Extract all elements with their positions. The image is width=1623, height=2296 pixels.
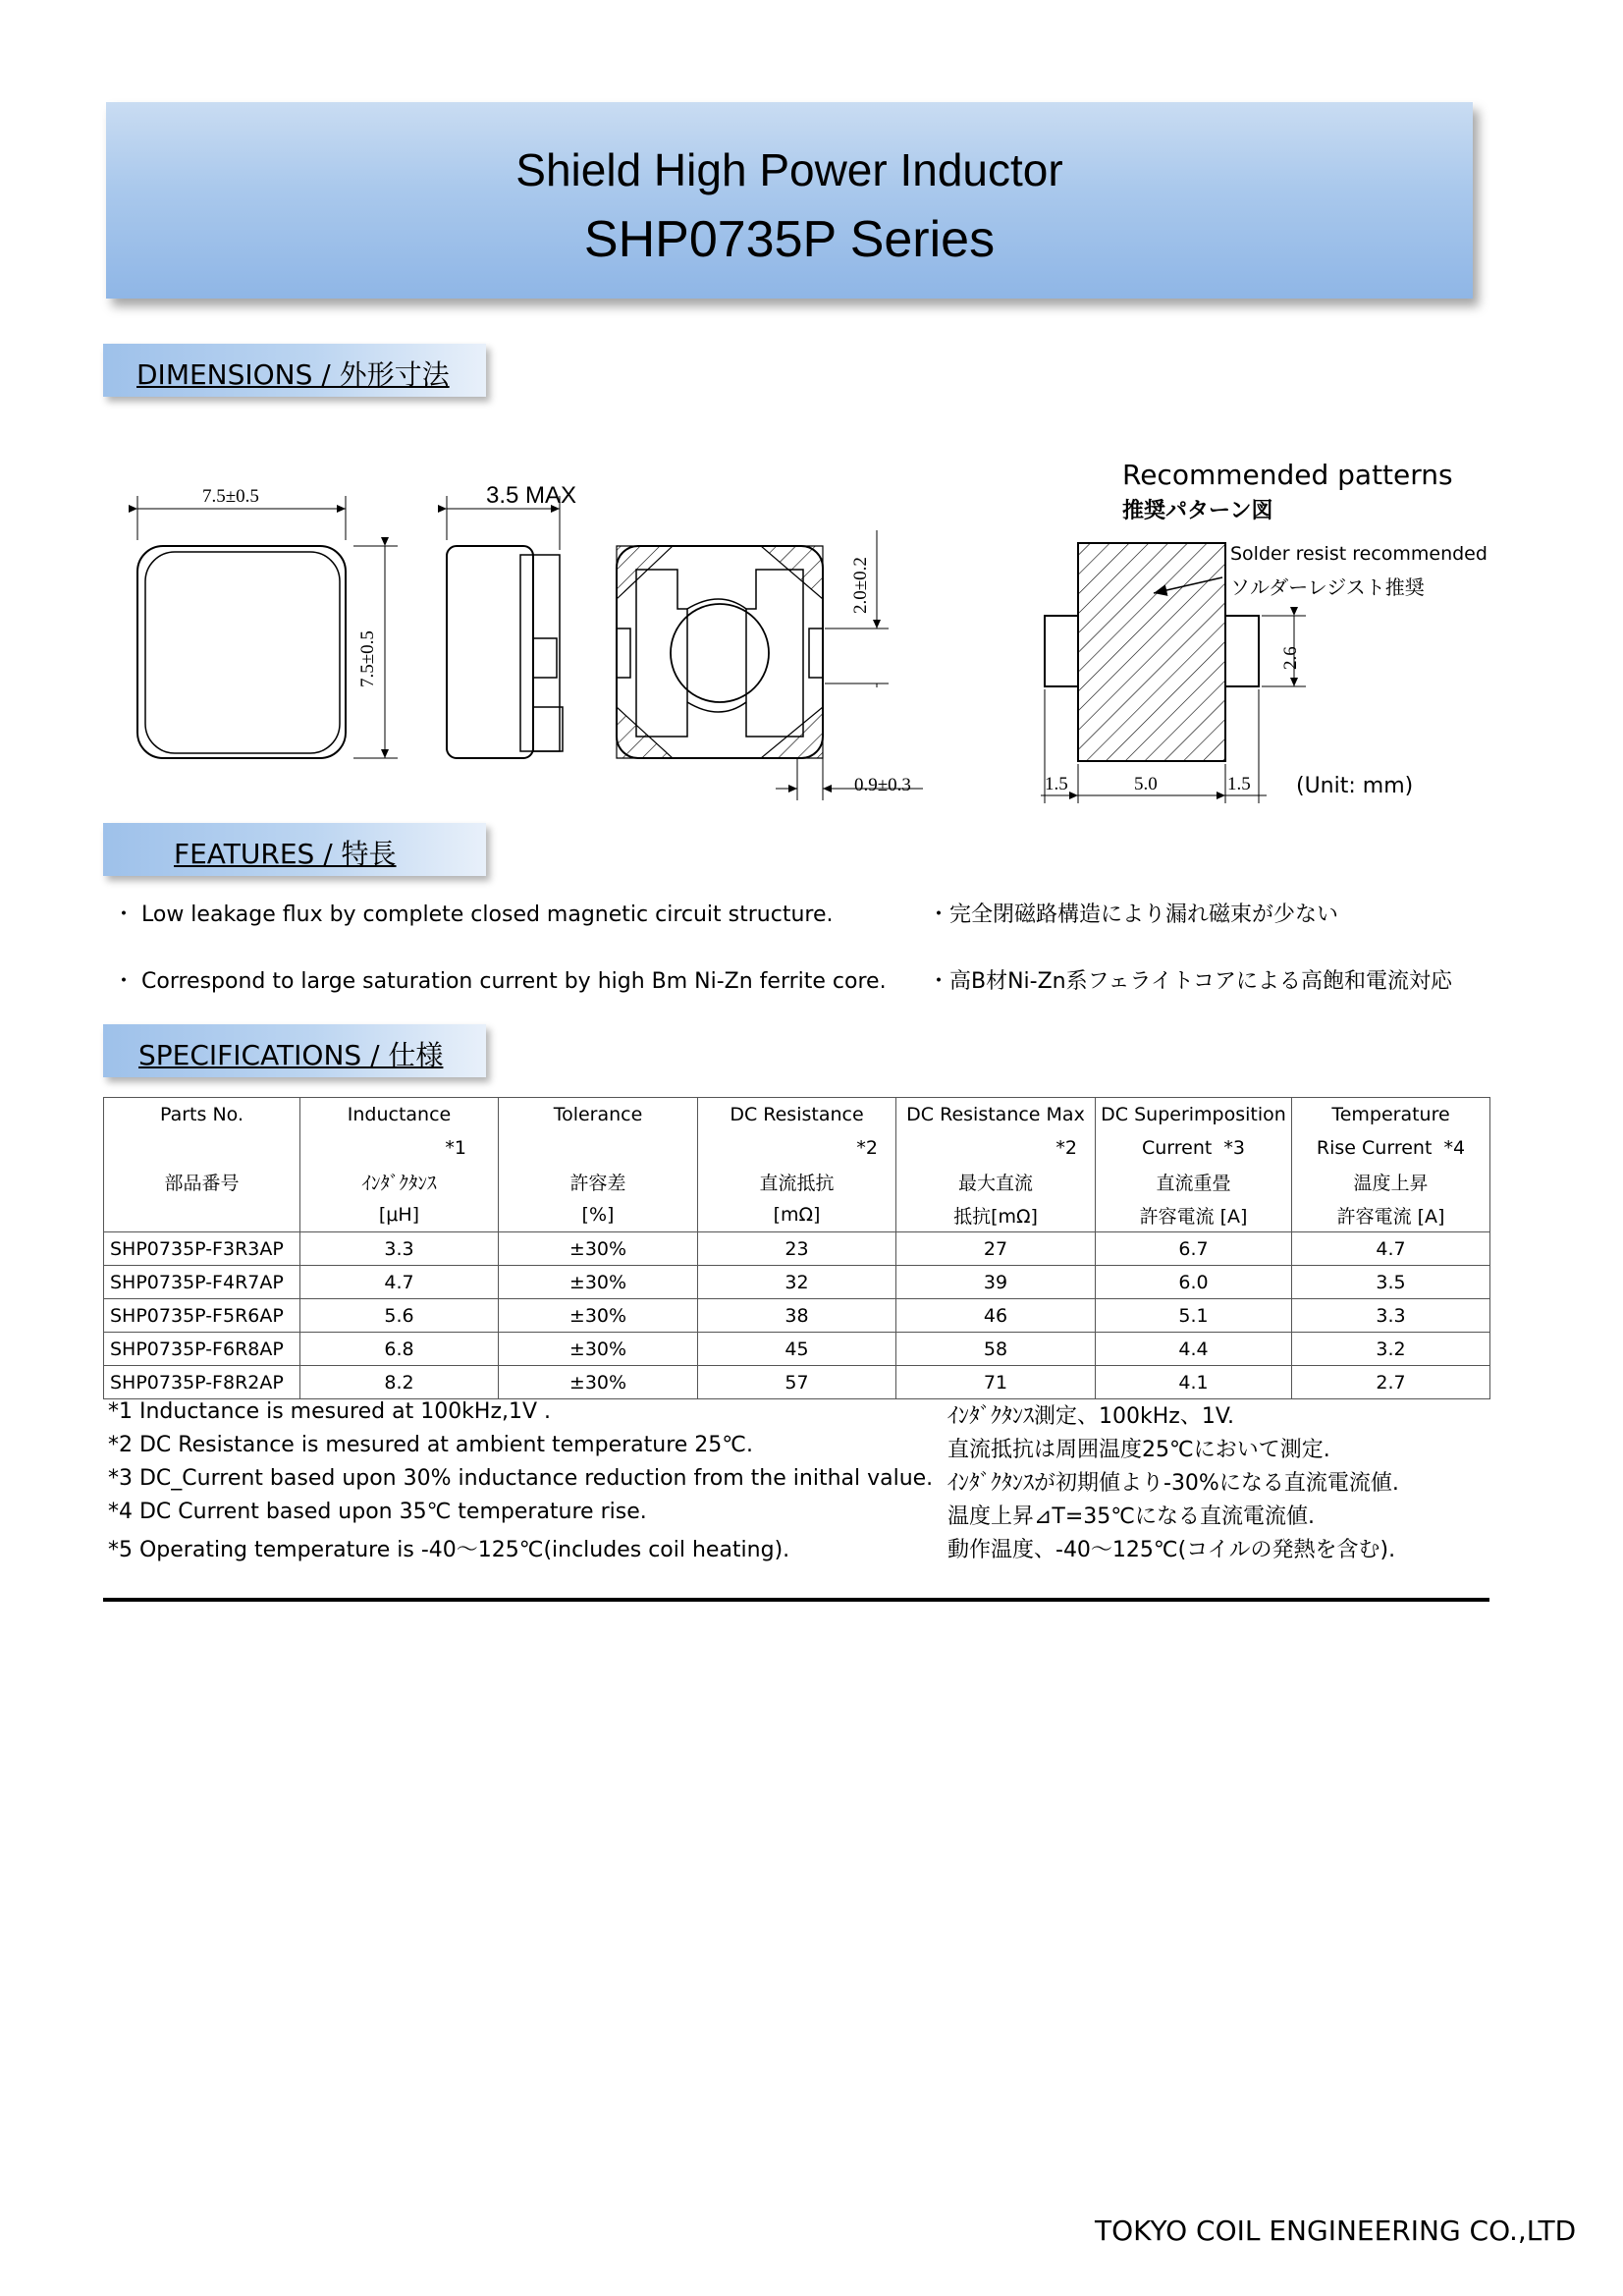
table-cell: 4.1 bbox=[1096, 1366, 1292, 1399]
table-cell: 3.3 bbox=[300, 1232, 499, 1266]
table-cell: 3.3 bbox=[1292, 1299, 1490, 1333]
table-cell: ±30% bbox=[499, 1232, 698, 1266]
header-cell bbox=[499, 1131, 698, 1165]
header-cell: Tolerance bbox=[499, 1098, 698, 1132]
table-cell: 58 bbox=[896, 1333, 1096, 1366]
table-cell: 6.0 bbox=[1096, 1266, 1292, 1299]
note-5-en: *5 Operating temperature is -40～125℃(includes coil heating). bbox=[108, 1538, 790, 1562]
part-number-cell: SHP0735P-F3R3AP bbox=[104, 1232, 300, 1266]
solder-resist-label-jp: ソルダーレジスト推奨 bbox=[1230, 575, 1425, 599]
table-cell: 2.7 bbox=[1292, 1366, 1490, 1399]
table-row bbox=[104, 1299, 1490, 1333]
dim-max-height: 3.5 MAX bbox=[486, 482, 577, 509]
dim-pad-height: 2.6 bbox=[1280, 646, 1301, 670]
solder-resist-label: Solder resist recommended bbox=[1230, 543, 1488, 565]
header-cell: *2 bbox=[698, 1131, 896, 1165]
table-cell: 5.6 bbox=[300, 1299, 499, 1333]
table-cell: 39 bbox=[896, 1266, 1096, 1299]
company-name: TOKYO COIL ENGINEERING CO.,LTD bbox=[1095, 2214, 1577, 2247]
feature-2-en: ・ Correspond to large saturation current by high Bm Ni-Zn ferrite core. bbox=[113, 969, 887, 994]
header-cell: 許容差 bbox=[499, 1165, 698, 1198]
note-5-jp: 動作温度、-40～125℃(コイルの発熱を含む). bbox=[947, 1538, 1396, 1562]
table-row bbox=[104, 1366, 1490, 1399]
pattern-title: Recommended patterns bbox=[1122, 459, 1453, 491]
table-row bbox=[104, 1333, 1490, 1366]
header-cell bbox=[104, 1198, 300, 1232]
title-line1: Shield High Power Inductor bbox=[515, 144, 1063, 195]
part-number-cell: SHP0735P-F4R7AP bbox=[104, 1266, 300, 1299]
header-cell bbox=[104, 1131, 300, 1165]
header-cell: [μH] bbox=[300, 1198, 499, 1232]
bottom-divider bbox=[103, 1598, 1489, 1602]
pattern-title-jp: 推奨パターン図 bbox=[1122, 499, 1273, 523]
section-specifications bbox=[103, 1024, 486, 1077]
table-cell: 4.7 bbox=[1292, 1232, 1490, 1266]
part-number-cell: SHP0735P-F8R2AP bbox=[104, 1366, 300, 1399]
header-cell: [%] bbox=[499, 1198, 698, 1232]
header-cell: DC Superimposition bbox=[1096, 1098, 1292, 1132]
feature-1-jp: ・完全閉磁路構造により漏れ磁束が少ない bbox=[928, 902, 1339, 927]
note-3-jp: ｲﾝﾀﾞｸﾀﾝｽが初期値より-30%になる直流電流値. bbox=[947, 1471, 1399, 1496]
note-1-jp: ｲﾝﾀﾞｸﾀﾝｽ測定、100kHz、1V. bbox=[947, 1404, 1235, 1429]
table-cell: 57 bbox=[698, 1366, 896, 1399]
table-cell: 6.8 bbox=[300, 1333, 499, 1366]
header-cell: 許容電流 [A] bbox=[1096, 1198, 1292, 1232]
header-cell: 部品番号 bbox=[104, 1165, 300, 1198]
dimension-drawing bbox=[0, 0, 1623, 825]
table-cell: ±30% bbox=[499, 1366, 698, 1399]
section-features bbox=[103, 823, 486, 876]
table-cell: 4.4 bbox=[1096, 1333, 1292, 1366]
top-view bbox=[137, 496, 398, 758]
note-4-jp: 温度上昇⊿T=35℃になる直流電流値. bbox=[947, 1504, 1316, 1529]
table-cell: 27 bbox=[896, 1232, 1096, 1266]
table-cell: 45 bbox=[698, 1333, 896, 1366]
header-cell: ｲﾝﾀﾞｸﾀﾝｽ bbox=[300, 1165, 499, 1198]
bottom-view bbox=[617, 530, 923, 800]
header-cell: 直流抵抗 bbox=[698, 1165, 896, 1198]
note-3-en: *3 DC_Current based upon 30% inductance reduction from the inithal value. bbox=[108, 1466, 934, 1491]
table-cell: 8.2 bbox=[300, 1366, 499, 1399]
title-line2: SHP0735P Series bbox=[583, 211, 996, 268]
dim-terminal-offset: 0.9±0.3 bbox=[854, 775, 911, 795]
note-2-en: *2 DC Resistance is mesured at ambient temperature 25℃. bbox=[108, 1433, 753, 1457]
table-cell: 46 bbox=[896, 1299, 1096, 1333]
header-cell: DC Resistance Max bbox=[896, 1098, 1096, 1132]
header-cell: 最大直流 bbox=[896, 1165, 1096, 1198]
note-2-jp: 直流抵抗は周囲温度25℃において測定. bbox=[947, 1438, 1330, 1462]
section-specifications-label: SPECIFICATIONS / 仕様 bbox=[138, 1039, 444, 1071]
table-cell: 3.5 bbox=[1292, 1266, 1490, 1299]
table-cell: 32 bbox=[698, 1266, 896, 1299]
header-cell: 抵抗[mΩ] bbox=[896, 1198, 1096, 1232]
header-cell: 温度上昇 bbox=[1292, 1165, 1490, 1198]
table-cell: 71 bbox=[896, 1366, 1096, 1399]
table-cell: ±30% bbox=[499, 1266, 698, 1299]
spec-table-header bbox=[104, 1098, 1490, 1232]
table-cell: 5.1 bbox=[1096, 1299, 1292, 1333]
header-cell: [mΩ] bbox=[698, 1198, 896, 1232]
header-cell: Rise Current *4 bbox=[1292, 1131, 1490, 1165]
table-cell: 6.7 bbox=[1096, 1232, 1292, 1266]
header-cell: Inductance bbox=[300, 1098, 499, 1132]
note-1-en: *1 Inductance is mesured at 100kHz,1V . bbox=[108, 1399, 552, 1424]
table-cell: 38 bbox=[698, 1299, 896, 1333]
part-number-cell: SHP0735P-F6R8AP bbox=[104, 1333, 300, 1366]
section-features-label: FEATURES / 特長 bbox=[174, 838, 397, 870]
dim-pad-right: 1.5 bbox=[1227, 774, 1251, 794]
dim-terminal-height: 2.0±0.2 bbox=[850, 557, 871, 614]
dim-pad-left: 1.5 bbox=[1045, 774, 1068, 794]
header-cell: Current *3 bbox=[1096, 1131, 1292, 1165]
part-number-cell: SHP0735P-F5R6AP bbox=[104, 1299, 300, 1333]
section-dimensions-label: DIMENSIONS / 外形寸法 bbox=[136, 358, 450, 391]
table-cell: 3.2 bbox=[1292, 1333, 1490, 1366]
table-cell: ±30% bbox=[499, 1333, 698, 1366]
header-cell: 直流重畳 bbox=[1096, 1165, 1292, 1198]
dim-pad-center: 5.0 bbox=[1134, 774, 1158, 794]
table-cell: 4.7 bbox=[300, 1266, 499, 1299]
side-view bbox=[447, 496, 563, 758]
header-cell: Parts No. bbox=[104, 1098, 300, 1132]
table-row bbox=[104, 1266, 1490, 1299]
header-cell: DC Resistance bbox=[698, 1098, 896, 1132]
unit-label: (Unit: mm) bbox=[1296, 774, 1414, 798]
dim-side-height: 7.5±0.5 bbox=[357, 630, 378, 687]
feature-2-jp: ・高B材Ni-Zn系フェライトコアによる高飽和電流対応 bbox=[928, 969, 1452, 994]
spec-table bbox=[103, 1097, 1490, 1399]
header-cell: Temperature bbox=[1292, 1098, 1490, 1132]
dim-top-width: 7.5±0.5 bbox=[202, 486, 259, 507]
header-cell: *1 bbox=[300, 1131, 499, 1165]
header-cell: 許容電流 [A] bbox=[1292, 1198, 1490, 1232]
table-cell: ±30% bbox=[499, 1299, 698, 1333]
feature-1-en: ・ Low leakage flux by complete closed magnetic circuit structure. bbox=[113, 902, 834, 927]
table-cell: 23 bbox=[698, 1232, 896, 1266]
table-row bbox=[104, 1232, 1490, 1266]
header-cell: *2 bbox=[896, 1131, 1096, 1165]
note-4-en: *4 DC Current based upon 35℃ temperature rise. bbox=[108, 1500, 647, 1524]
